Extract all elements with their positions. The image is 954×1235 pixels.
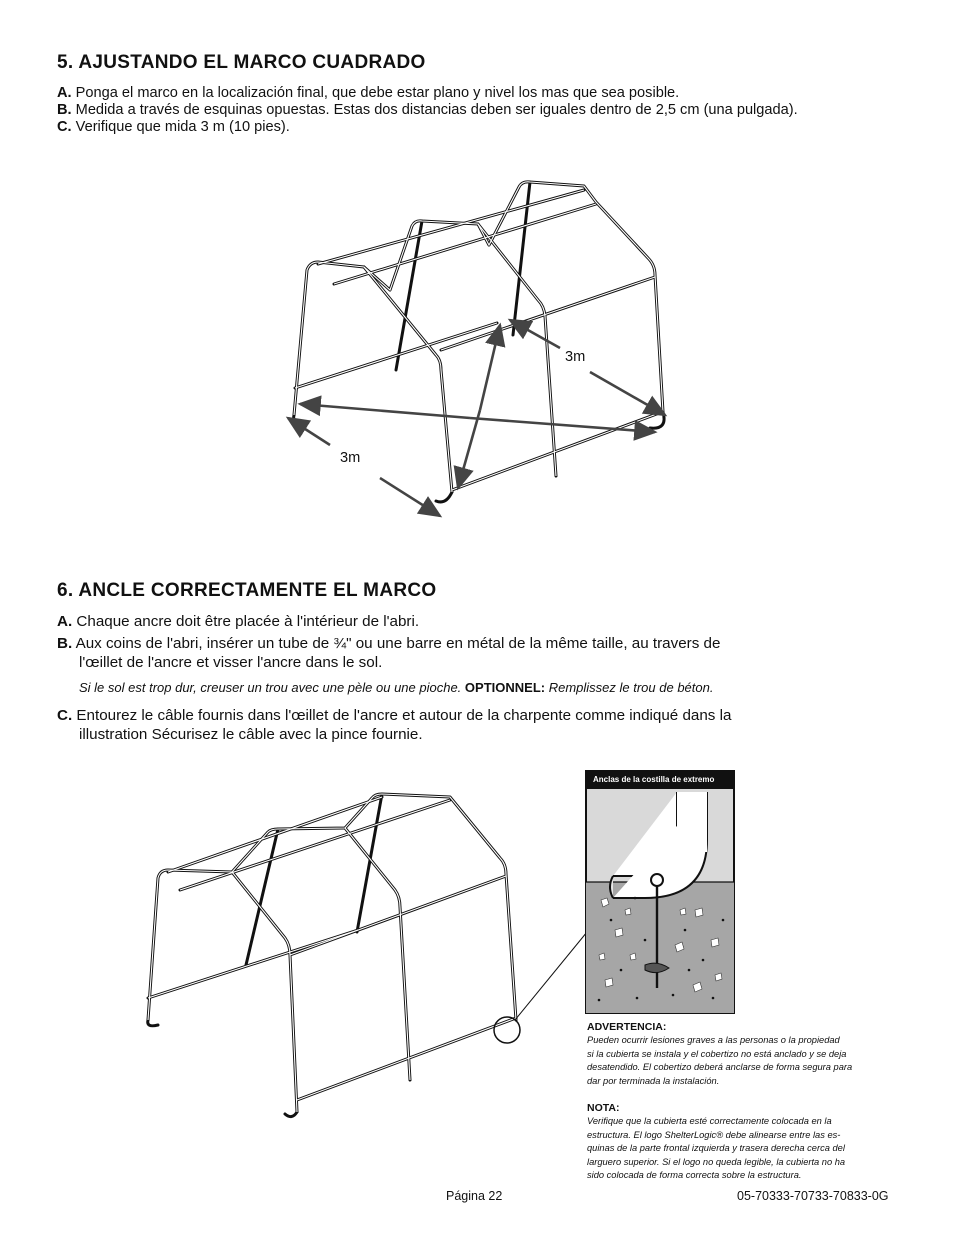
step-letter: B. <box>57 635 73 652</box>
section-5-title: 5. AJUSTANDO EL MARCO CUADRADO <box>57 52 426 73</box>
anchor-detail-illustration <box>585 770 735 1014</box>
step-5a <box>57 85 679 102</box>
nota-line: quinas de la parte frontal izquierda y trasera derecha cerca del <box>587 1143 845 1153</box>
step-5c <box>57 119 290 136</box>
step-6b-note <box>79 679 713 696</box>
nota-line: estructura. El logo ShelterLogic® debe alinearse entre las es- <box>587 1129 841 1140</box>
step-5b <box>57 102 798 119</box>
nota-line: Verifique que la cubierta esté correctamente colocada en la <box>587 1116 832 1126</box>
warning-line: desatendido. El cobertizo deberá anclarse de forma segura para <box>587 1062 853 1072</box>
nota-text <box>587 1115 907 1183</box>
nota-line: larguero superior. Si el logo no queda legible, la cubierta no ha <box>587 1156 846 1167</box>
step-text: Medida a través de esquinas opuestas. Estas dos distancias deben ser iguales dentro de 2,5 cm (una pulgada). <box>75 102 798 118</box>
section-6-title: 6. ANCLE CORRECTAMENTE EL MARCO <box>57 580 437 601</box>
step-6a <box>57 613 419 631</box>
dimension-label-left: 3m <box>340 450 361 466</box>
note-text: Si le sol est trop dur, creuser un trou avec une pèle ou une pioche. <box>79 680 462 695</box>
note-bold: OPTIONNEL: <box>464 680 546 695</box>
warning-line: si la cubierta se instala y el cobertizo no está anclado y se deja <box>587 1048 847 1059</box>
step-6c <box>57 707 731 725</box>
warning-line: dar por terminada la instalación. <box>587 1075 720 1086</box>
step-text: Aux coins de l'abri, insérer un tube de ¾" ou une barre en métal de la même taille, au travers de <box>75 635 721 652</box>
warning-text <box>587 1034 907 1088</box>
document-code: 05-70333-70733-70833-0G <box>737 1189 889 1203</box>
step-letter: A. <box>57 613 73 630</box>
note-tail: Remplissez le trou de béton. <box>548 680 714 695</box>
warning-line: Pueden ocurrir lesiones graves a las personas o la propiedad <box>587 1035 840 1045</box>
step-text: Verifique que mida 3 m (10 pies). <box>75 119 290 135</box>
nota-heading: NOTA: <box>587 1102 620 1114</box>
step-text: Ponga el marco en la localización final, que debe estar plano y nivel los mas que sea posible. <box>75 85 680 101</box>
dimension-label-right: 3m <box>565 349 586 365</box>
anchor-panel-title: Anclas de la costilla de extremo <box>587 771 734 789</box>
nota-line: sido colocada de forma correcta sobre la estructura. <box>587 1170 802 1180</box>
step-6b <box>57 635 720 653</box>
step-letter: C. <box>57 707 73 724</box>
step-6b-cont: l'œillet de l'ancre et visser l'ancre dans le sol. <box>79 654 383 671</box>
step-letter: A. <box>57 85 72 101</box>
step-text: Entourez le câble fournis dans l'œillet de l'ancre et autour de la charpente comme indiqué dans la <box>76 707 732 724</box>
step-6c-cont: illustration Sécurisez le câble avec la pince fournie. <box>79 726 423 743</box>
warning-heading: ADVERTENCIA: <box>587 1021 667 1033</box>
step-letter: B. <box>57 102 72 118</box>
page-number: Página 22 <box>446 1189 503 1203</box>
step-letter: C. <box>57 119 72 135</box>
step-text: Chaque ancre doit être placée à l'intérieur de l'abri. <box>76 613 420 630</box>
